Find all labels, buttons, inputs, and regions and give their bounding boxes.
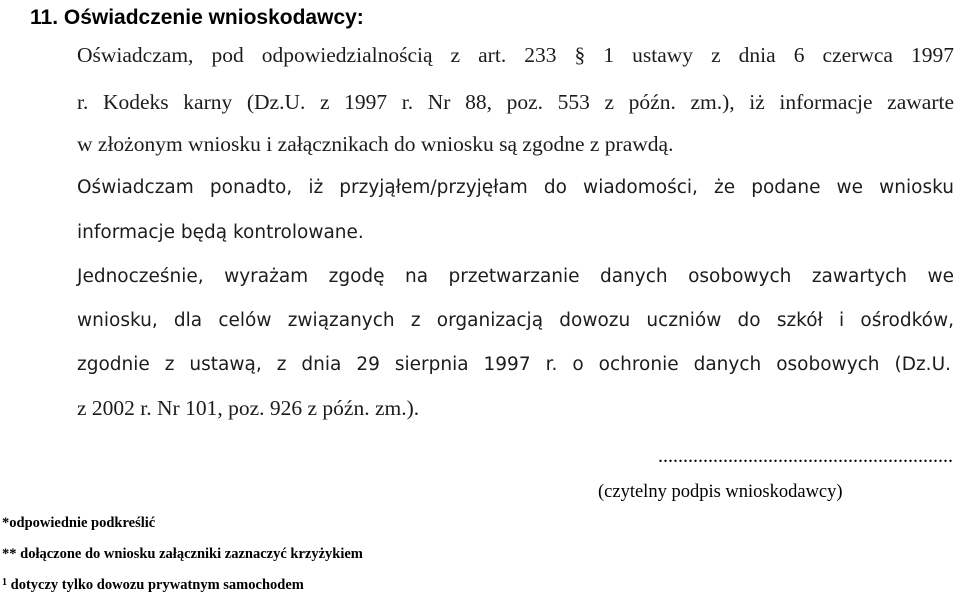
footnote-marker: 1 <box>2 577 7 588</box>
section-title: 11. Oświadczenie wnioskodawcy: <box>30 6 364 29</box>
declaration-line-1: Oświadczam, pod odpowiedzialnością z art. 233 § 1 ustawy z dnia 6 czerwca 1997 <box>77 43 954 67</box>
signature-caption: (czytelny podpis wnioskodawcy) <box>598 482 843 502</box>
footnote-private-car <box>2 576 304 594</box>
signature-line: ........................................................... <box>658 445 953 467</box>
consent-line-2: wniosku, dla celów związanych z organizacją dowozu uczniów do szkół i ośrodków, <box>77 310 954 331</box>
footnote-underline: *odpowiednie podkreślić <box>2 515 156 531</box>
declaration-line-4: Oświadczam ponadto, iż przyjąłem/przyjęłam do wiadomości, że podane we wniosku <box>77 177 954 198</box>
footnote-private-car-text: dotyczy tylko dowozu prywatnym samochodem <box>10 577 304 593</box>
consent-line-4: z 2002 r. Nr 101, poz. 926 z późn. zm.). <box>77 396 420 420</box>
consent-line-3: zgodnie z ustawą, z dnia 29 sierpnia 1997 r. o ochronie danych osobowych (Dz.U. <box>77 354 951 375</box>
declaration-line-5: informacje będą kontrolowane. <box>77 222 364 243</box>
consent-line-1: Jednocześnie, wyrażam zgodę na przetwarzanie danych osobowych zawartych we <box>77 266 954 287</box>
declaration-line-3: w złożonym wniosku i załącznikach do wniosku są zgodne z prawdą. <box>77 132 674 156</box>
declaration-line-2: r. Kodeks karny (Dz.U. z 1997 r. Nr 88, poz. 553 z późn. zm.), iż informacje zawarte <box>77 90 954 114</box>
footnote-attachments: ** dołączone do wniosku załączniki zaznaczyć krzyżykiem <box>2 546 363 562</box>
